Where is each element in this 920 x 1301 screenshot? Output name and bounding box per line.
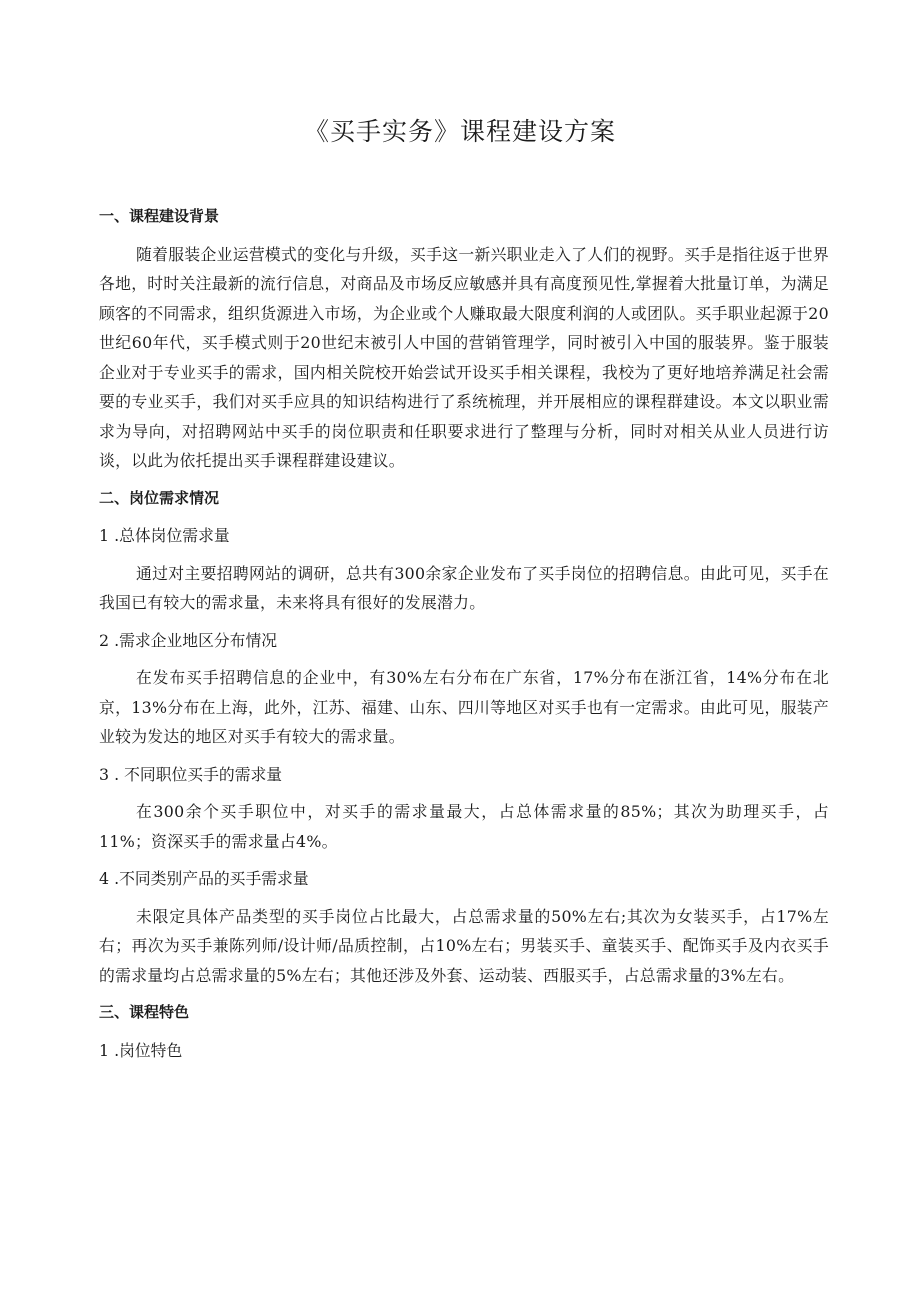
subheading-total-demand: 1 .总体岗位需求量 xyxy=(99,526,230,545)
paragraph-position-demand: 在300余个买手职位中，对买手的需求量最大，占总体需求量的85%；其次为助理买手，占11%；资深买手的需求量占4%。 xyxy=(99,802,829,851)
paragraph-product-demand: 未限定具体产品类型的买手岗位占比最大，占总需求量的50%左右;其次为女装买手，占17%左右；再次为买手兼陈列师/设计师/品质控制，占10%左右；男装买手、童装买手、配饰买手及内衣买手的需求量均占总需求量的5%左右；其他还涉及外套、运动装、西服买手，占总需求量的3%左右。 xyxy=(99,906,829,985)
subheading-region-distribution: 2 .需求企业地区分布情况 xyxy=(99,630,278,650)
section-heading-demand: 二、岗位需求情况 xyxy=(99,488,220,507)
subheading-product-demand: 4 .不同类别产品的买手需求量 xyxy=(99,869,309,888)
subheading-position-features: 1 .岗位特色 xyxy=(99,1040,183,1060)
paragraph-background: 随着服装企业运营模式的变化与升级，买手这一新兴职业走入了人们的视野。买手是指往返于世界各地，时时关注最新的流行信息，对商品及市场反应敏感并具有高度预见性,掌握着大批量订单，为满足顾客的不同需求，组织货源进入市场，为企业或个人赚取最大限度利润的人或团队。买手职业起源于20世纪60年代，买手模式则于20世纪末被引人中国的营销管理学，同时被引入中国的服装界。鉴于服装企业对于专业买手的需求，国内相关院校开始尝试开设买手相关课程，我校为了更好地培养满足社会需要的专业买手，我们对买手应具的知识结构进行了系统梳理，并开展相应的课程群建设。本文以职业需求为导向，对招聘网站中买手的岗位职责和任职要求进行了整理与分析，同时对相关从业人员进行访谈，以此为依托提出买手课程群建设建议。 xyxy=(99,244,829,470)
paragraph-region-distribution: 在发布买手招聘信息的企业中，有30%左右分布在广东省，17%分布在浙江省，14%分布在北京，13%分布在上海，此外，江苏、福建、山东、四川等地区对买手也有一定需求。由此可见，服装产业较为发达的地区对买手有较大的需求量。 xyxy=(99,668,829,746)
document-title: 《买手实务》课程建设方案 xyxy=(303,117,616,146)
section-heading-background: 一、课程建设背景 xyxy=(99,207,220,225)
paragraph-total-demand: 通过对主要招聘网站的调研，总共有300余家企业发布了买手岗位的招聘信息。由此可见，买手在我国已有较大的需求量，未来将具有很好的发展潜力。 xyxy=(99,563,829,612)
document-body xyxy=(99,202,829,1073)
subheading-position-demand: 3 . 不同职位买手的需求量 xyxy=(99,764,283,784)
section-heading-features: 三、课程特色 xyxy=(99,1003,190,1021)
